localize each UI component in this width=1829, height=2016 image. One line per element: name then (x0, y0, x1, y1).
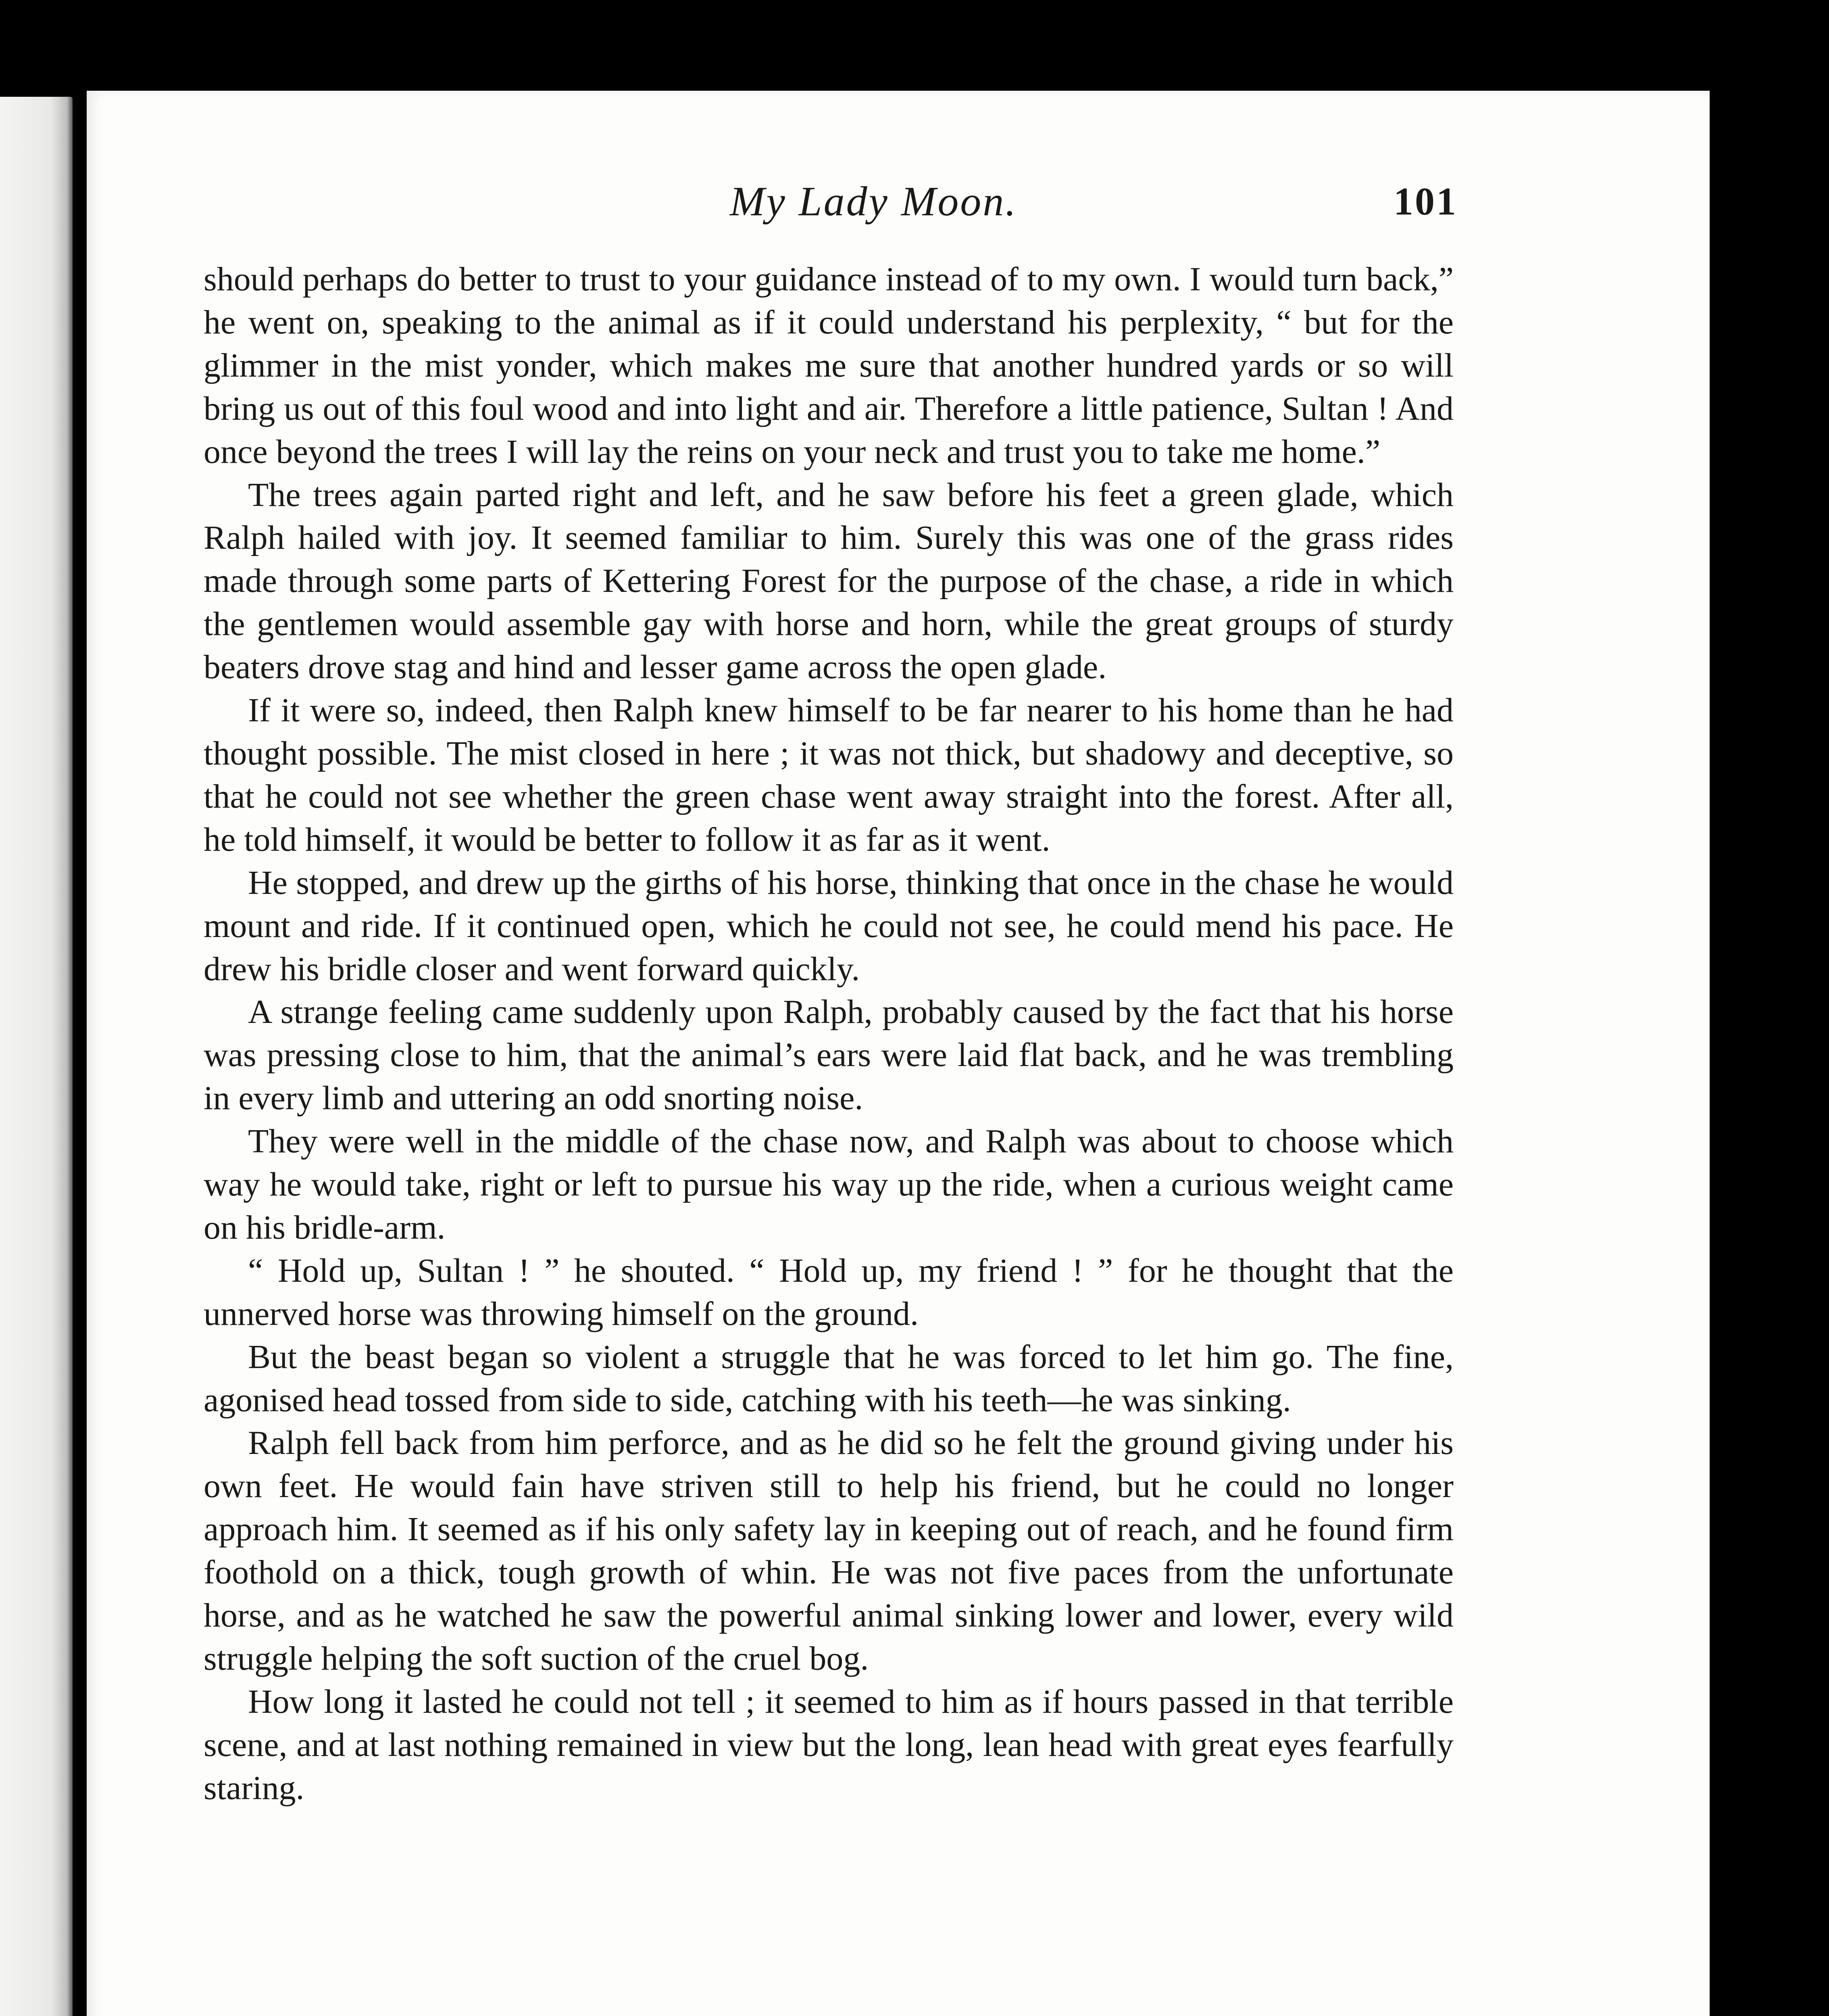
page-header (210, 177, 1458, 258)
paragraph: Ralph fell back from him perforce, and as he did so he felt the ground giving under his own feet. He would fain have striven still to help his friend, but he could no longer approach him. It seemed as if his only safety lay in keeping out of reach, and he found firm foothold on a thick, tough growth of whin. He was not five paces from the unfortunate horse, and as he watched he saw the powerful animal sinking lower and lower, every wild struggle helping the soft suction of the cruel bog. (204, 1424, 1454, 1677)
running-title: My Lady Moon. (730, 178, 1018, 225)
paragraph: They were well in the middle of the chase now, and Ralph was about to choose which way he would take, right or left to pursue his way up the ride, when a curious weight came on his bridle-arm. (204, 1123, 1454, 1246)
paragraph: But the beast began so violent a struggle that he was forced to let him go. The fine, agonised head tossed from side to side, catching with his teeth—he was sinking. (204, 1338, 1454, 1419)
paragraph: A strange feeling came suddenly upon Ralph, probably caused by the fact that his horse was pressing close to him, that the animal’s ears were laid flat back, and he was trembling in every limb and uttering an odd snorting noise. (204, 993, 1454, 1117)
previous-page-edge (0, 97, 73, 2016)
body-text (204, 258, 1454, 1810)
paragraph: How long it lasted he could not tell ; it seemed to him as if hours passed in that terrible scene, and at last nothing remained in view but the long, lean head with great eyes fearfully staring. (204, 1683, 1454, 1807)
paragraph: He stopped, and drew up the girths of his horse, thinking that once in the chase he would mount and ride. If it continued open, which he could not see, he could mend his pace. He drew his bridle closer and went forward quickly. (204, 864, 1454, 988)
paragraph: “ Hold up, Sultan ! ” he shouted. “ Hold up, my friend ! ” for he thought that the unnerved horse was throwing himself on the ground. (204, 1252, 1454, 1333)
paragraph: The trees again parted right and left, and he saw before his feet a green glade, which Ralph hailed with joy. It seemed familiar to him. Surely this was one of the grass rides made through some parts of Kettering Forest for the purpose of the chase, a ride in which the gentlemen would assemble gay with horse and horn, while the great groups of sturdy beaters drove stag and hind and lesser game across the open glade. (204, 476, 1454, 686)
paragraph: should perhaps do better to trust to your guidance instead of to my own. I would turn back,” he went on, speaking to the animal as if it could understand his perplexity, “ but for the glimmer in the mist yonder, which makes me sure that another hundred yards or so will bring us out of this foul wood and into light and air. Therefore a little patience, Sultan ! And once beyond the trees I will lay the reins on your neck and trust you to take me home.” (204, 260, 1454, 471)
page-number: 101 (1394, 180, 1458, 223)
paragraph: If it were so, indeed, then Ralph knew himself to be far nearer to his home than he had thought possible. The mist closed in here ; it was not thick, but shadowy and deceptive, so that he could not see whether the green chase went away straight into the forest. After all, he told himself, it would be better to follow it as far as it went. (204, 691, 1454, 858)
